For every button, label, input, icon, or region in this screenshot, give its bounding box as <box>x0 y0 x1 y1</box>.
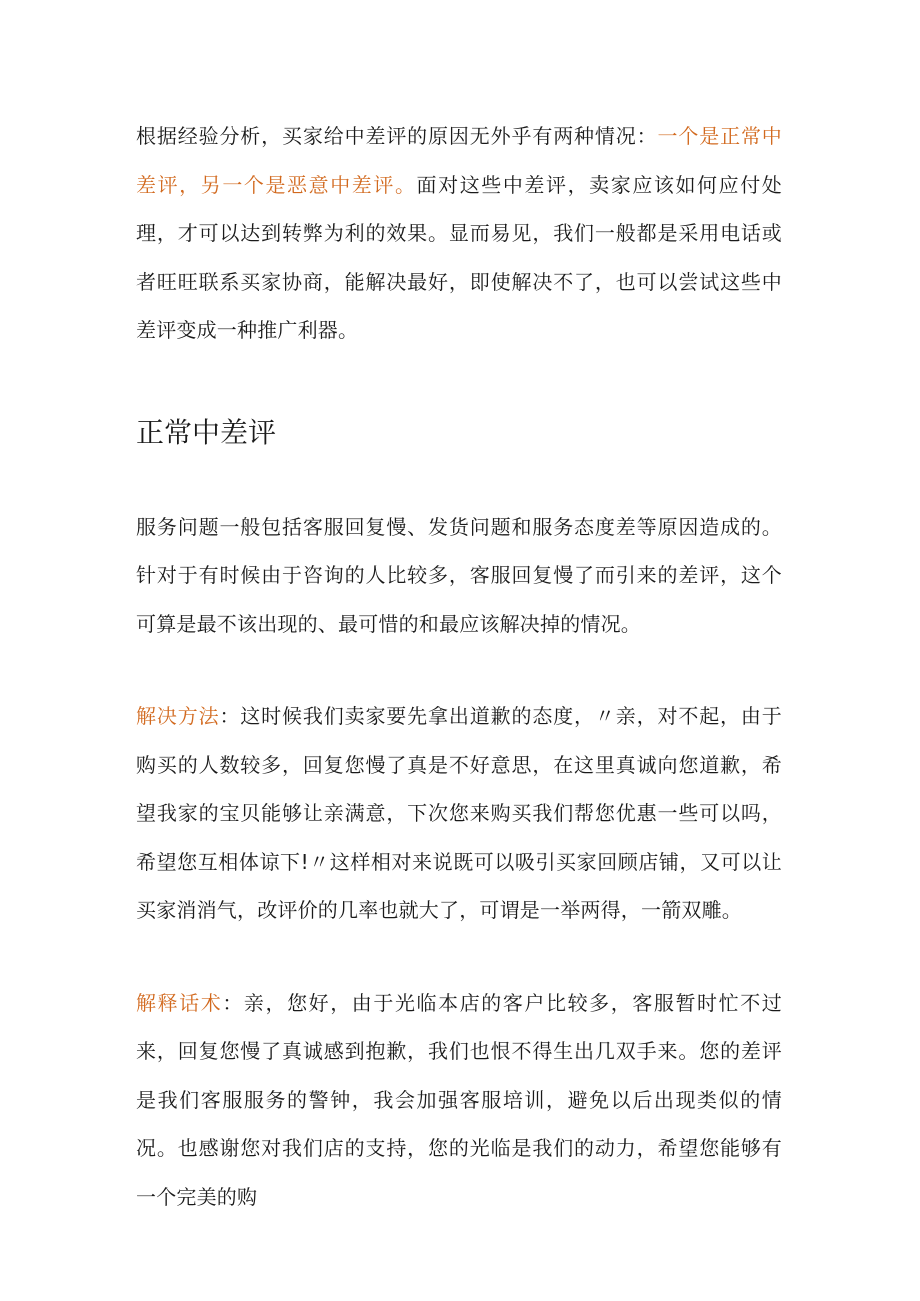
intro-text-before: 根据经验分析，买家给中差评的原因无外乎有两种情况： <box>136 124 658 148</box>
service-paragraph: 服务问题一般包括客服回复慢、发货问题和服务态度差等原因造成的。针对于有时候由于咨询的人比较多，客服回复慢了而引来的差评，这个可算是最不该出现的、最可惜的和最应该解决掉的情况。 <box>136 514 782 636</box>
document-body <box>136 112 782 1221</box>
solution-paragraph <box>136 692 782 935</box>
solution-label: 解决方法 <box>136 704 220 728</box>
intro-text-after: 面对这些中差评，卖家应该如何应付处理，才可以达到转弊为利的效果。显而易见，我们一般都是采用电话或者旺旺联系买家协商，能解决最好，即使解决不了，也可以尝试这些中差评变成一种推广利器。 <box>136 172 782 342</box>
script-paragraph <box>136 979 782 1222</box>
intro-highlight: 一个是正常中差评，另一个是恶意中差评。 <box>136 124 782 197</box>
section-heading: 正常中差评 <box>136 415 277 449</box>
intro-paragraph <box>136 112 782 355</box>
script-text: ：亲，您好，由于光临本店的客户比较多，客服暂时忙不过来，回复您慢了真诚感到抱歉，我们也恨不得生出几双手来。您的差评是我们客服服务的警钟，我会加强客服培训，避免以后出现类似的情况。也感谢您对我们店的支持，您的光临是我们的动力，希望您能够有一个完美的购 <box>136 990 782 1209</box>
solution-text: ：这时候我们卖家要先拿出道歉的态度，〃亲，对不起，由于购买的人数较多，回复您慢了真是不好意思，在这里真诚向您道歉，希望我家的宝贝能够让亲满意，下次您来购买我们帮您优惠一些可以吗，希望您互相体谅下!〃这样相对来说既可以吸引买家回顾店铺，又可以让买家消消气，改评价的几率也就大了，可谓是一举两得，一箭双雕。 <box>136 704 782 922</box>
script-label: 解释话术 <box>136 990 223 1015</box>
